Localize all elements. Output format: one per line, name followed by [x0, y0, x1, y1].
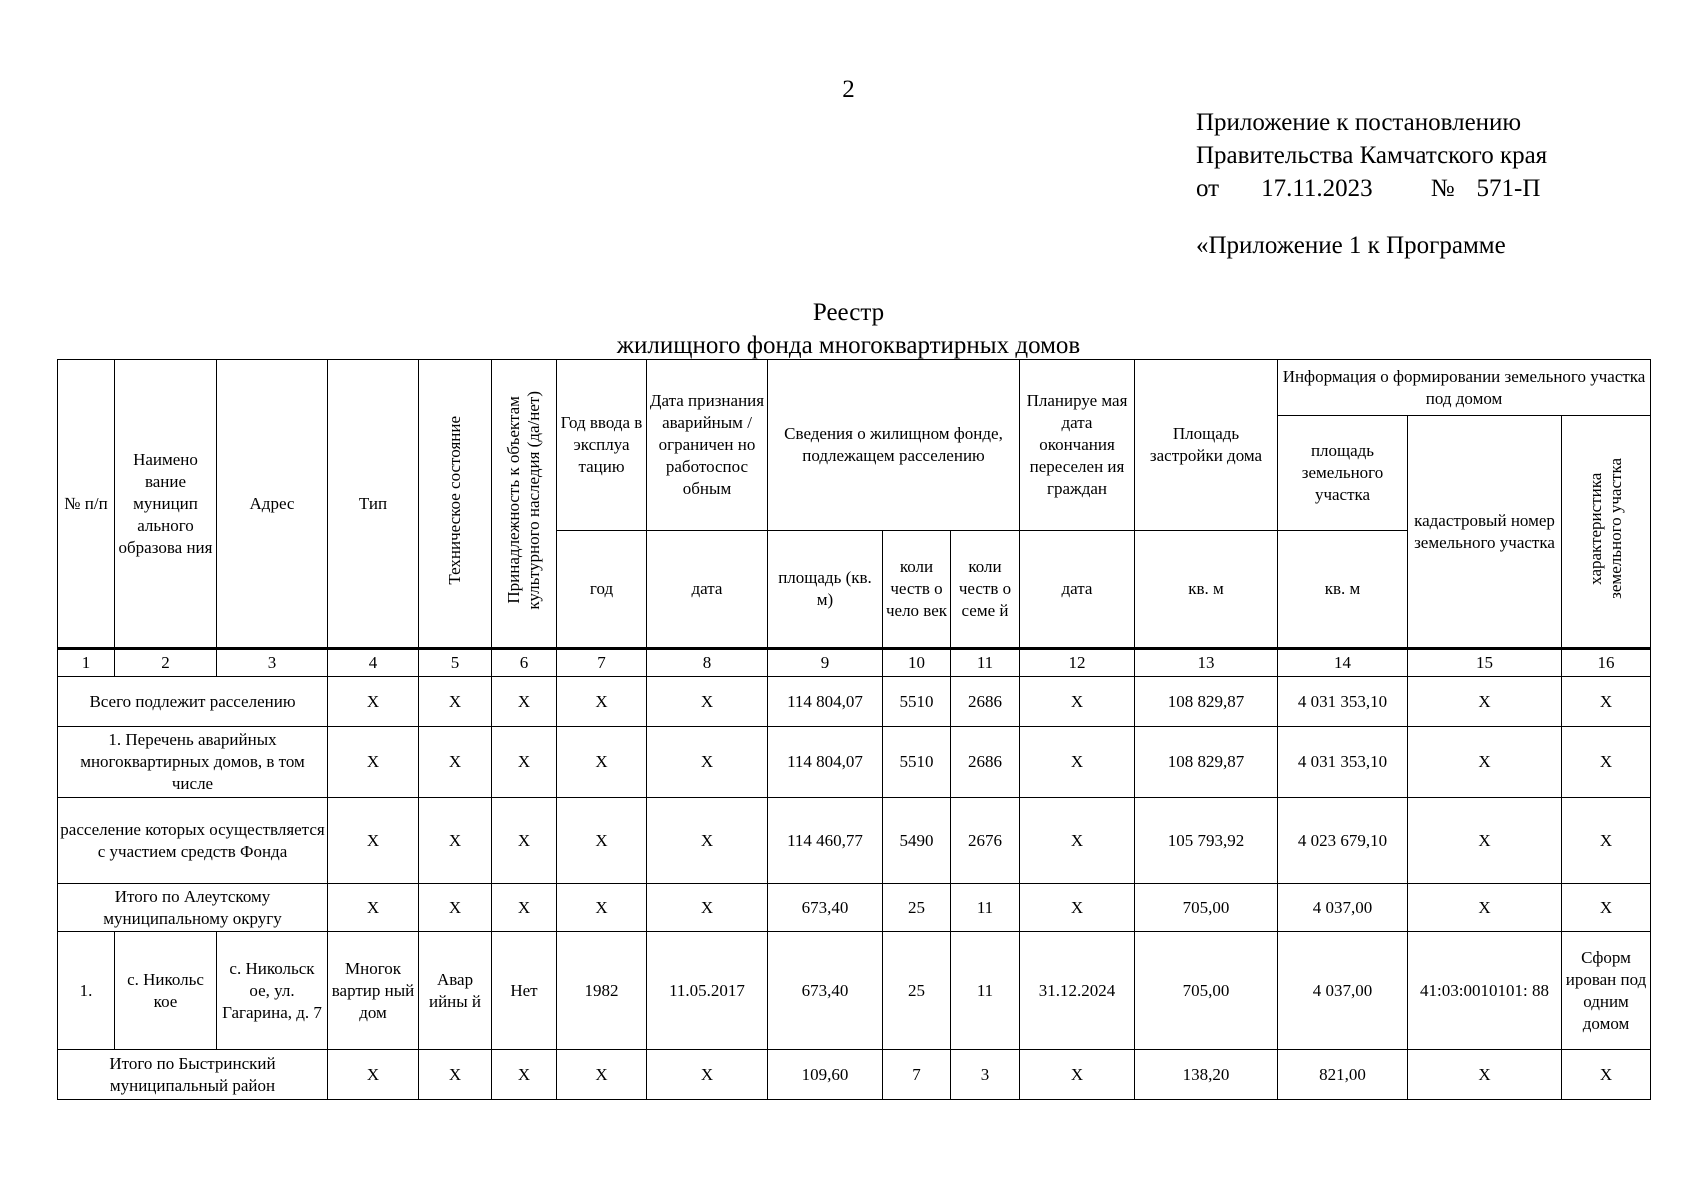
cell: 4 031 353,10: [1278, 677, 1408, 727]
cell: 821,00: [1278, 1050, 1408, 1100]
column-number: 3: [217, 649, 328, 677]
cell: Х: [328, 677, 419, 727]
unit-year: год: [557, 531, 647, 649]
header-land-char-line1: характеристика: [1586, 472, 1606, 585]
cell: 3: [951, 1050, 1020, 1100]
column-number: 6: [492, 649, 557, 677]
cell: 108 829,87: [1135, 677, 1278, 727]
cell: Х: [1408, 798, 1562, 884]
header-land-char: [1562, 416, 1651, 649]
cell: Х: [1020, 798, 1135, 884]
header-resettlement-info: Сведения о жилищном фонде, подлежащем расселению: [768, 360, 1020, 531]
cell: Х: [419, 1050, 492, 1100]
cell: 4 031 353,10: [1278, 727, 1408, 798]
title-line-1: Реестр: [812, 299, 885, 326]
header-condition-text: Техническое состояние: [445, 416, 464, 585]
column-number: 9: [768, 649, 883, 677]
cell: Х: [557, 677, 647, 727]
cell: 105 793,92: [1135, 798, 1278, 884]
cell: 11: [951, 884, 1020, 932]
cell: Х: [492, 1050, 557, 1100]
unit-planned-date: дата: [1020, 531, 1135, 649]
cell: Х: [1562, 798, 1651, 884]
header-heritage-line1: Принадлежность к объектам: [504, 396, 523, 605]
cell: Х: [647, 1050, 768, 1100]
column-number: 5: [419, 649, 492, 677]
row-land-char: Сформ ирован под одним домом: [1562, 932, 1651, 1050]
cell: Х: [328, 727, 419, 798]
cell: Х: [419, 727, 492, 798]
row-label: Итого по Алеутскому муниципальному округу: [58, 884, 328, 932]
header-heritage: [492, 360, 557, 649]
header-heritage-line2: культурного наследия (да/нет): [524, 391, 543, 610]
cell: 5510: [883, 677, 951, 727]
cell: 138,20: [1135, 1050, 1278, 1100]
cell: 114 804,07: [768, 727, 883, 798]
cell: Х: [1408, 677, 1562, 727]
cell: Х: [1020, 884, 1135, 932]
column-number: 7: [557, 649, 647, 677]
header-building-area: Площадь застройки дома: [1135, 360, 1278, 531]
cell: Х: [557, 1050, 647, 1100]
table-row: [58, 884, 1651, 932]
header-land-char-line2: земельного участка: [1606, 458, 1626, 599]
row-address: с. Никольск ое, ул. Гагарина, д. 7: [217, 932, 328, 1050]
page-number: 2: [842, 76, 855, 103]
resolution-number: 571-П: [1476, 175, 1541, 202]
row-condition: Авар ийны й: [419, 932, 492, 1050]
document-title: [0, 296, 1697, 362]
row-area: 673,40: [768, 932, 883, 1050]
row-label: 1. Перечень аварийных многоквартирных домов, в том числе: [58, 727, 328, 798]
row-heritage: Нет: [492, 932, 557, 1050]
appendix-header: [1196, 106, 1547, 205]
cell: Х: [1020, 1050, 1135, 1100]
cell: 4 023 679,10: [1278, 798, 1408, 884]
cell: Х: [1562, 884, 1651, 932]
cell: Х: [1020, 727, 1135, 798]
column-number: 8: [647, 649, 768, 677]
appendix-line-2: Правительства Камчатского края: [1196, 142, 1548, 169]
cell: Х: [557, 798, 647, 884]
header-land-area: площадь земельного участка: [1278, 416, 1408, 531]
header-land-info: Информация о формировании земельного участка под домом: [1278, 360, 1651, 416]
from-label: от: [1196, 175, 1220, 202]
cell: Х: [492, 884, 557, 932]
column-number: 2: [115, 649, 217, 677]
cell: 2686: [951, 677, 1020, 727]
row-people: 25: [883, 932, 951, 1050]
row-municipality: с. Никольс кое: [115, 932, 217, 1050]
cell: 114 804,07: [768, 677, 883, 727]
cell: 7: [883, 1050, 951, 1100]
unit-area: площадь (кв. м): [768, 531, 883, 649]
column-number: 12: [1020, 649, 1135, 677]
header-num: № п/п: [58, 360, 115, 649]
header-address: Адрес: [217, 360, 328, 649]
cell: Х: [647, 798, 768, 884]
table-row: [58, 798, 1651, 884]
cell: Х: [328, 884, 419, 932]
row-emergency-date: 11.05.2017: [647, 932, 768, 1050]
cell: 5490: [883, 798, 951, 884]
column-number: 14: [1278, 649, 1408, 677]
row-families: 11: [951, 932, 1020, 1050]
cell: Х: [1408, 1050, 1562, 1100]
table-row: [58, 677, 1651, 727]
cell: 25: [883, 884, 951, 932]
unit-building-area: кв. м: [1135, 531, 1278, 649]
cell: 108 829,87: [1135, 727, 1278, 798]
column-number: 10: [883, 649, 951, 677]
column-number: 15: [1408, 649, 1562, 677]
cell: Х: [647, 677, 768, 727]
appendix-date-line: [1196, 172, 1547, 205]
cell: Х: [1020, 677, 1135, 727]
unit-land-area: кв. м: [1278, 531, 1408, 649]
column-number: 1: [58, 649, 115, 677]
number-label: №: [1430, 175, 1455, 202]
row-year: 1982: [557, 932, 647, 1050]
appendix-line-1: Приложение к постановлению: [1196, 109, 1522, 136]
cell: Х: [419, 884, 492, 932]
column-number: 16: [1562, 649, 1651, 677]
row-building-area: 705,00: [1135, 932, 1278, 1050]
cell: Х: [1562, 677, 1651, 727]
cell: Х: [419, 677, 492, 727]
cell: 109,60: [768, 1050, 883, 1100]
header-year: Год ввода в эксплуа тацию: [557, 360, 647, 531]
cell: Х: [647, 884, 768, 932]
cell: 4 037,00: [1278, 884, 1408, 932]
cell: Х: [419, 798, 492, 884]
cell: Х: [328, 1050, 419, 1100]
table-row: [58, 727, 1651, 798]
column-number: 11: [951, 649, 1020, 677]
cell: Х: [1562, 727, 1651, 798]
row-num: 1.: [58, 932, 115, 1050]
cell: 673,40: [768, 884, 883, 932]
registry-table: [57, 359, 1651, 1100]
cell: Х: [557, 884, 647, 932]
cell: Х: [492, 798, 557, 884]
row-label: Всего подлежит расселению: [58, 677, 328, 727]
cell: 114 460,77: [768, 798, 883, 884]
header-cadastral: кадастровый номер земельного участка: [1408, 416, 1562, 649]
cell: 5510: [883, 727, 951, 798]
row-land-area: 4 037,00: [1278, 932, 1408, 1050]
row-planned-date: 31.12.2024: [1020, 932, 1135, 1050]
title-line-2: жилищного фонда многоквартирных домов: [616, 332, 1081, 359]
cell: Х: [1562, 1050, 1651, 1100]
column-number: 4: [328, 649, 419, 677]
cell: 2676: [951, 798, 1020, 884]
table-row: [58, 932, 1651, 1050]
unit-people: коли честв о чело век: [883, 531, 951, 649]
cell: Х: [492, 677, 557, 727]
unit-families: коли честв о семе й: [951, 531, 1020, 649]
cell: Х: [1408, 727, 1562, 798]
row-label: расселение которых осуществляется с участием средств Фонда: [58, 798, 328, 884]
cell: Х: [1408, 884, 1562, 932]
row-type: Многок вартир ный дом: [328, 932, 419, 1050]
row-label: Итого по Быстринский муниципальный район: [58, 1050, 328, 1100]
cell: Х: [492, 727, 557, 798]
unit-date: дата: [647, 531, 768, 649]
cell: Х: [557, 727, 647, 798]
header-emergency-date: Дата признания аварийным /ограничен но работоспос обным: [647, 360, 768, 531]
header-municipality: Наимено вание муницип ального образова ния: [115, 360, 217, 649]
header-planned-date: Планируе мая дата окончания переселен ия граждан: [1020, 360, 1135, 531]
table-row: [58, 1050, 1651, 1100]
header-type: Тип: [328, 360, 419, 649]
cell: Х: [647, 727, 768, 798]
program-appendix-line: «Приложение 1 к Программе: [1196, 232, 1506, 259]
cell: 705,00: [1135, 884, 1278, 932]
cell: Х: [328, 798, 419, 884]
column-number: 13: [1135, 649, 1278, 677]
cell: 2686: [951, 727, 1020, 798]
resolution-date: 17.11.2023: [1261, 175, 1373, 202]
header-condition: [419, 360, 492, 649]
row-cadastral: 41:03:0010101: 88: [1408, 932, 1562, 1050]
